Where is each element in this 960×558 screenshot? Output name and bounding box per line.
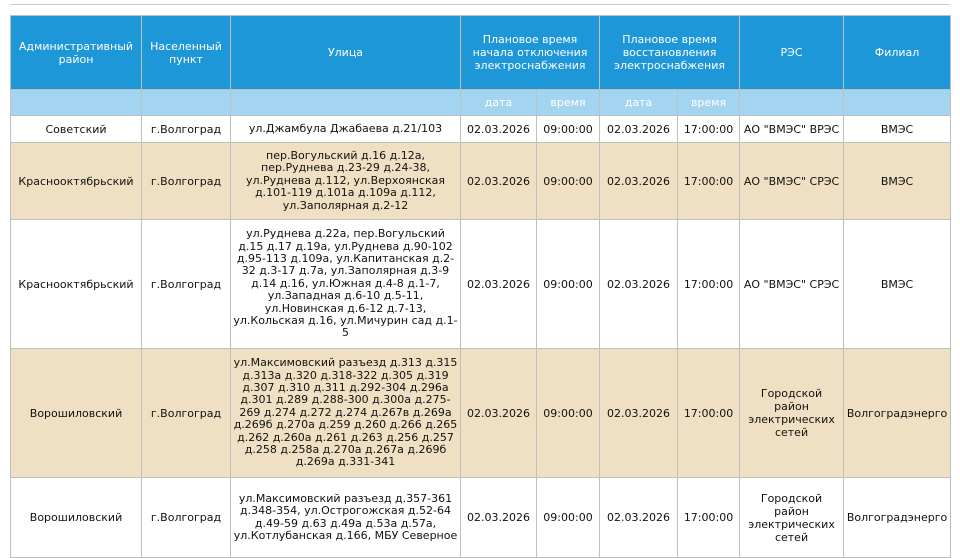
top-divider <box>10 4 950 5</box>
cell-street: ул.Максимовский разъезд д.313 д.315 д.313а д.320 д.318-322 д.305 д.319 д.307 д.310 д.311 д.292-304 д.296а д.301 д.289 д.288-300 д.300а д.275-269 д.274 д.272 д.274 д.267в д.269а д.269б д.270а д.259 д.260 д.266 д.265 д.262 д.260а д.261 д.263 д.256 д.257 д.258 д.258а д.270а д.267а д.269б д.269а д.331-341 <box>231 349 461 478</box>
cell-branch: ВМЭС <box>844 220 951 349</box>
subheader-empty <box>231 90 461 116</box>
subheader-on-time: время <box>678 90 740 116</box>
cell-off-time: 09:00:00 <box>537 220 600 349</box>
cell-off-date: 02.03.2026 <box>461 220 537 349</box>
cell-off-time: 09:00:00 <box>537 143 600 220</box>
cell-off-date: 02.03.2026 <box>461 116 537 143</box>
table-row <box>11 478 951 558</box>
subheader-empty <box>740 90 844 116</box>
cell-branch: Волгоградэнерго <box>844 478 951 558</box>
subheader-empty <box>11 90 142 116</box>
cell-on-time: 17:00:00 <box>678 349 740 478</box>
cell-res: Городской район электрических сетей <box>740 478 844 558</box>
outage-table <box>10 15 951 558</box>
cell-off-date: 02.03.2026 <box>461 478 537 558</box>
table-row <box>11 116 951 143</box>
subheader-empty <box>142 90 231 116</box>
cell-street: пер.Вогульский д.16 д.12а, пер.Руднева д.23-29 д.24-38, ул.Руднева д.112, ул.Верхоянская д.101-119 д.101а д.109а д.112, ул.Заполярная д.2-12 <box>231 143 461 220</box>
cell-res: АО "ВМЭС" СРЭС <box>740 220 844 349</box>
cell-on-date: 02.03.2026 <box>600 116 678 143</box>
subheader-empty <box>844 90 951 116</box>
header-row <box>11 16 951 90</box>
cell-district: Ворошиловский <box>11 349 142 478</box>
cell-on-time: 17:00:00 <box>678 116 740 143</box>
cell-off-time: 09:00:00 <box>537 349 600 478</box>
cell-res: АО "ВМЭС" ВРЭС <box>740 116 844 143</box>
header-settlement: Населенный пункт <box>142 16 231 90</box>
cell-res: АО "ВМЭС" СРЭС <box>740 143 844 220</box>
cell-off-date: 02.03.2026 <box>461 143 537 220</box>
cell-res: Городской район электрических сетей <box>740 349 844 478</box>
cell-on-time: 17:00:00 <box>678 143 740 220</box>
cell-on-date: 02.03.2026 <box>600 220 678 349</box>
header-off-time: Плановое время начала отключения электроснабжения <box>461 16 600 90</box>
table-row <box>11 349 951 478</box>
subheader-on-date: дата <box>600 90 678 116</box>
cell-off-date: 02.03.2026 <box>461 349 537 478</box>
subheader-off-time: время <box>537 90 600 116</box>
cell-on-date: 02.03.2026 <box>600 143 678 220</box>
cell-on-time: 17:00:00 <box>678 478 740 558</box>
cell-branch: Волгоградэнерго <box>844 349 951 478</box>
table-row <box>11 220 951 349</box>
cell-settlement: г.Волгоград <box>142 220 231 349</box>
subheader-row <box>11 90 951 116</box>
subheader-off-date: дата <box>461 90 537 116</box>
cell-off-time: 09:00:00 <box>537 478 600 558</box>
cell-district: Краснооктябрьский <box>11 143 142 220</box>
cell-district: Краснооктябрьский <box>11 220 142 349</box>
table-row <box>11 143 951 220</box>
header-on-time: Плановое время восстановления электроснабжения <box>600 16 740 90</box>
cell-off-time: 09:00:00 <box>537 116 600 143</box>
cell-district: Советский <box>11 116 142 143</box>
cell-settlement: г.Волгоград <box>142 349 231 478</box>
cell-on-time: 17:00:00 <box>678 220 740 349</box>
cell-settlement: г.Волгоград <box>142 478 231 558</box>
header-district: Административный район <box>11 16 142 90</box>
cell-street: ул.Максимовский разъезд д.357-361 д.348-354, ул.Острогожская д.52-64 д.49-59 д.63 д.49а д.53а д.57а, ул.Котлубанская д.166, МБУ Северное <box>231 478 461 558</box>
cell-street: ул.Руднева д.22а, пер.Вогульский д.15 д.17 д.19а, ул.Руднева д.90-102 д.95-113 д.109а, ул.Капитанская д.2-32 д.3-17 д.7а, ул.Заполярная д.3-9 д.14 д.16, ул.Южная д.4-8 д.1-7, ул.Западная д.6-10 д.5-11, ул.Новинская д.6-12 д.7-13, ул.Кольская д.16, ул.Мичурин сад д.1-5 <box>231 220 461 349</box>
cell-street: ул.Джамбула Джабаева д.21/103 <box>231 116 461 143</box>
cell-branch: ВМЭС <box>844 116 951 143</box>
cell-settlement: г.Волгоград <box>142 143 231 220</box>
cell-on-date: 02.03.2026 <box>600 478 678 558</box>
cell-settlement: г.Волгоград <box>142 116 231 143</box>
header-res: РЭС <box>740 16 844 90</box>
cell-branch: ВМЭС <box>844 143 951 220</box>
header-street: Улица <box>231 16 461 90</box>
header-branch: Филиал <box>844 16 951 90</box>
cell-district: Ворошиловский <box>11 478 142 558</box>
cell-on-date: 02.03.2026 <box>600 349 678 478</box>
